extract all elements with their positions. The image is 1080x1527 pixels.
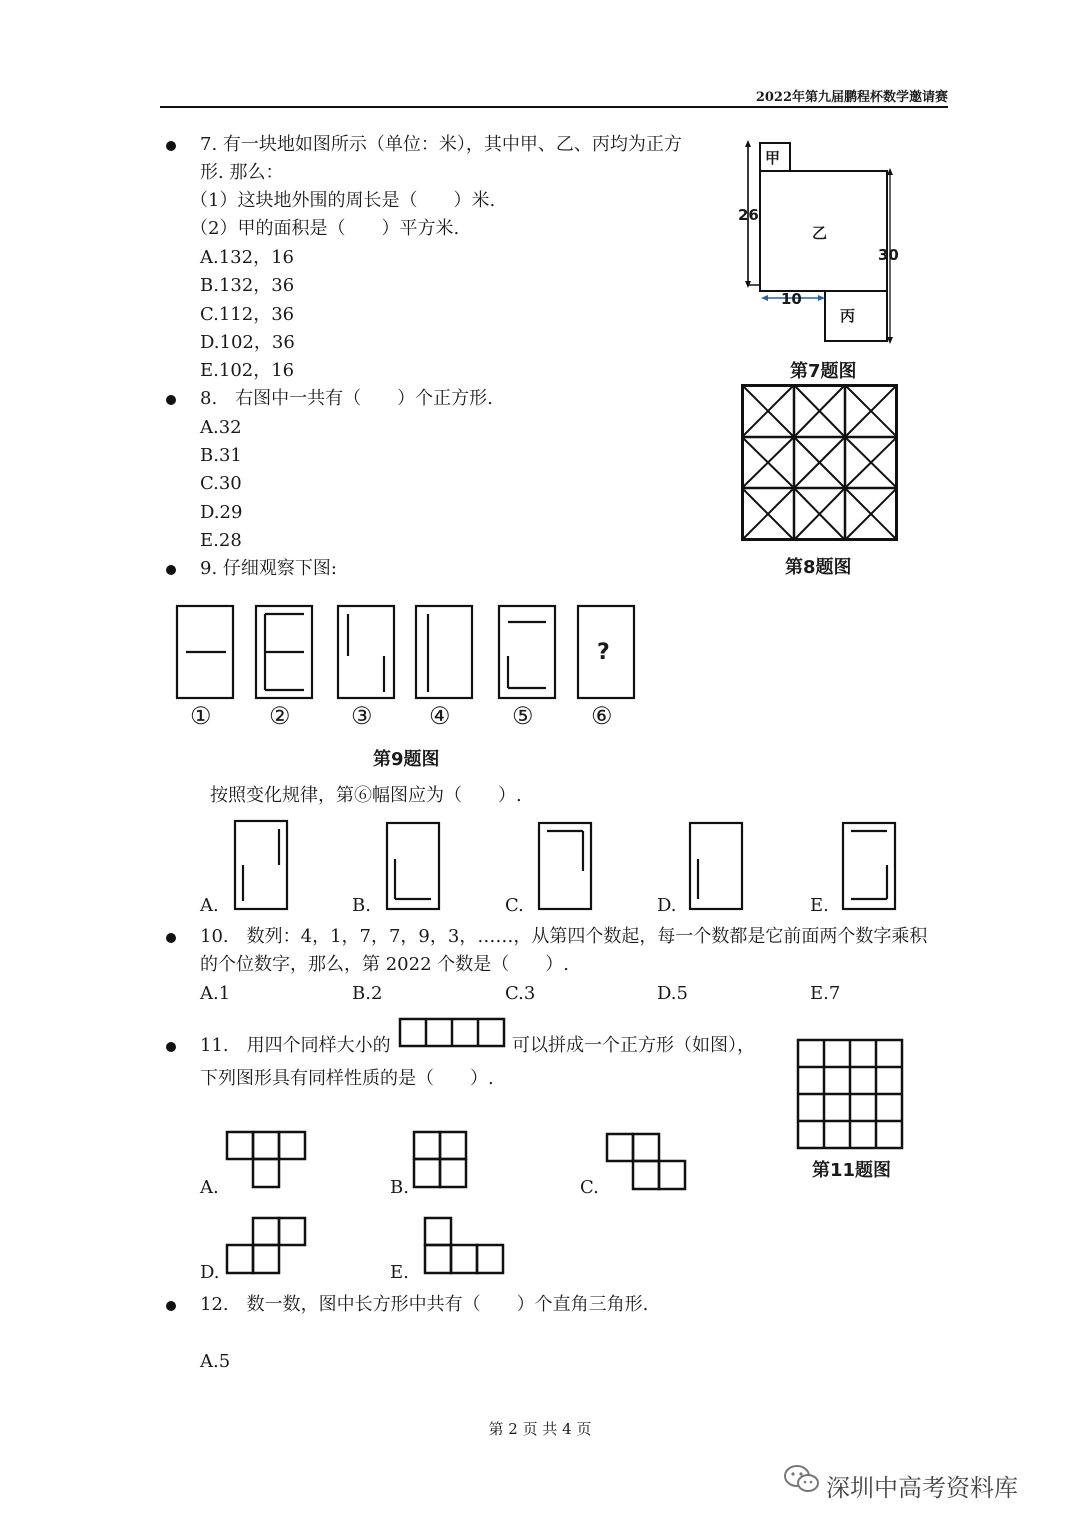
label-bing: 丙	[840, 307, 856, 325]
q8-option-d: D.29	[200, 502, 243, 523]
q9-option-d: D.	[657, 895, 677, 916]
bullet-q10	[166, 933, 176, 943]
q10-line1: 10. 数列：4，1，7，7，9，3，……，从第四个数起，每一个数都是它前面两个数字乘积	[200, 926, 928, 947]
q9-prompt: 按照变化规律，第⑥幅图应为（ ）.	[210, 785, 522, 806]
q10-line2: 的个位数字，那么，第 2022 个数是（ ）.	[200, 954, 569, 975]
square-bing	[825, 291, 887, 341]
q9-label-4: ④	[429, 702, 451, 730]
bullet-q12	[166, 1301, 176, 1311]
q10-option-a: A.1	[200, 983, 231, 1004]
q7-line2: 形. 那么：	[200, 162, 284, 183]
q12-option-a: A.5	[200, 1351, 231, 1372]
q9-label-1: ①	[190, 702, 212, 730]
q11-option-d: D.	[200, 1262, 220, 1283]
q11-pre: 11. 用四个同样大小的	[200, 1035, 391, 1056]
q9-option-e: E.	[810, 895, 829, 916]
q9-label-5: ⑤	[512, 702, 534, 730]
q7-line1: 7. 有一块地如图所示（单位：米），其中甲、乙、丙均为正方	[200, 134, 682, 155]
q8-grid-figure	[741, 384, 899, 542]
label-jia: 甲	[765, 149, 781, 167]
q9-line1: 9. 仔细观察下图:	[200, 558, 337, 579]
bullet-q8	[166, 395, 176, 405]
q7-figure-caption: 第7题图	[790, 361, 857, 382]
q9-option-a: A.	[200, 895, 219, 916]
q9-answer-options	[225, 815, 905, 915]
q8-option-e: E.28	[200, 530, 242, 551]
q11-option-a: A.	[200, 1177, 219, 1198]
q8-option-a: A.32	[200, 417, 242, 438]
watermark-text: 深圳中高考资料库	[826, 1474, 1018, 1502]
header-rule	[160, 106, 948, 108]
q9-sequence-figure	[170, 600, 640, 732]
q7-option-e: E.102，16	[200, 360, 295, 381]
dim-30: 30	[878, 246, 899, 264]
page-footer: 第 2 页 共 4 页	[488, 1420, 592, 1438]
q11-option-b: B.	[390, 1177, 409, 1198]
q11-figure-caption: 第11题图	[812, 1160, 892, 1181]
q9-option-c: C.	[505, 895, 524, 916]
q9-question-mark: ?	[597, 640, 610, 665]
q9-figure-caption: 第9题图	[373, 749, 440, 770]
q7-option-a: A.132，16	[200, 247, 294, 268]
q11-square-figure	[796, 1038, 906, 1152]
q10-option-c: C.3	[505, 983, 536, 1004]
q7-option-c: C.112，36	[200, 304, 295, 325]
q7-sub1: （1）这块地外围的周长是（ ）米.	[190, 190, 496, 211]
q11-option-shapes	[220, 1125, 700, 1280]
q10-option-d: D.5	[657, 983, 688, 1004]
label-yi: 乙	[812, 224, 828, 242]
q12-line1: 12. 数一数，图中长方形中共有（ ）个直角三角形.	[200, 1294, 649, 1315]
page-header: 2022年第九届鹏程杯数学邀请赛	[755, 90, 948, 105]
q9-label-2: ②	[269, 702, 291, 730]
q11-option-c: C.	[580, 1177, 599, 1198]
bullet-q9	[166, 565, 176, 575]
q8-option-b: B.31	[200, 445, 242, 466]
q9-label-3: ③	[351, 702, 373, 730]
q10-option-e: E.7	[810, 983, 841, 1004]
q7-sub2: （2）甲的面积是（ ）平方米.	[190, 218, 460, 239]
q11-strip-figure	[398, 1017, 508, 1049]
q11-line2: 下列图形具有同样性质的是（ ）.	[200, 1068, 494, 1089]
q11-option-e: E.	[390, 1262, 409, 1283]
dim-26: 26	[738, 206, 759, 224]
q9-label-6: ⑥	[591, 702, 613, 730]
q8-line1: 8. 右图中一共有（ ）个正方形.	[200, 388, 493, 409]
q9-option-b: B.	[352, 895, 371, 916]
bullet-q7	[166, 141, 176, 151]
q7-option-d: D.102，36	[200, 332, 295, 353]
q10-option-b: B.2	[352, 983, 383, 1004]
wechat-icon	[782, 1462, 822, 1496]
q11-post: 可以拼成一个正方形（如图），	[512, 1035, 755, 1056]
q7-option-b: B.132，36	[200, 275, 295, 296]
q8-figure-caption: 第8题图	[785, 557, 852, 578]
bullet-q11	[166, 1042, 176, 1052]
q8-option-c: C.30	[200, 473, 242, 494]
dim-10: 10	[781, 290, 802, 308]
